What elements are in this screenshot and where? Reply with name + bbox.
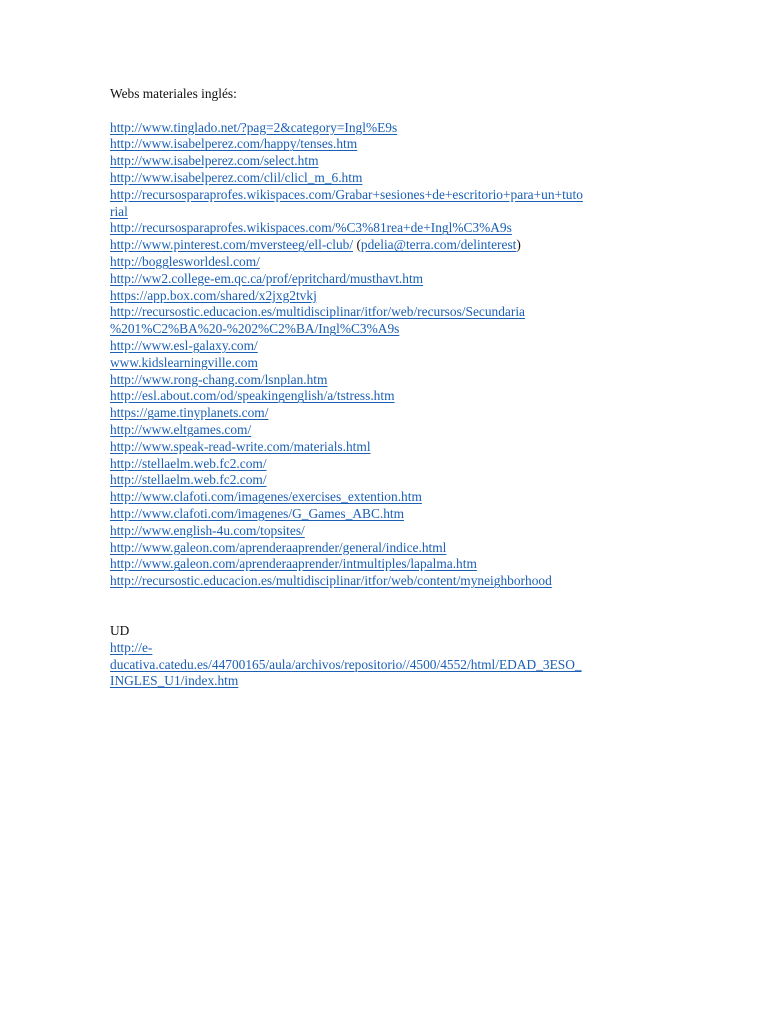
link-line <box>110 388 670 405</box>
link-line <box>110 523 670 540</box>
hyperlink[interactable]: http://www.galeon.com/aprenderaaprender/general/indice.html <box>110 539 447 555</box>
link-line <box>110 187 670 204</box>
link-line <box>110 271 670 288</box>
hyperlink[interactable]: http://recursostic.educacion.es/multidisciplinar/itfor/web/content/myneighborhood <box>110 573 552 589</box>
hyperlink[interactable]: https://game.tinyplanets.com/ <box>110 405 269 421</box>
link-line <box>110 439 670 456</box>
hyperlink[interactable]: pdelia@terra.com/delinterest <box>360 237 517 253</box>
hyperlink[interactable]: http://stellaelm.web.fc2.com/ <box>110 455 267 471</box>
hyperlink[interactable]: http://www.rong-chang.com/lsnplan.htm <box>110 371 328 387</box>
hyperlink[interactable]: http://recursosparaprofes.wikispaces.com/%C3%81rea+de+Ingl%C3%A9s <box>110 220 512 236</box>
link-line <box>110 640 670 657</box>
hyperlink[interactable]: %201%C2%BA%20-%202%C2%BA/Ingl%C3%A9s <box>110 321 400 337</box>
link-line <box>110 288 670 305</box>
hyperlink[interactable]: http://www.tinglado.net/?pag=2&category=Ingl%E9s <box>110 119 398 135</box>
hyperlink[interactable]: https://app.box.com/shared/x2jxg2tvkj <box>110 287 317 303</box>
link-line <box>110 153 670 170</box>
link-line <box>110 372 670 389</box>
link-line <box>110 321 670 338</box>
hyperlink[interactable]: http://e- <box>110 639 153 655</box>
link-line <box>110 120 670 137</box>
hyperlink[interactable]: http://www.speak-read-write.com/materials.html <box>110 438 371 454</box>
hyperlink[interactable]: http://recursostic.educacion.es/multidisciplinar/itfor/web/recursos/Secundaria <box>110 304 525 320</box>
paren-close: ) <box>516 237 521 253</box>
hyperlink[interactable]: http://www.clafoti.com/imagenes/G_Games_ABC.htm <box>110 505 405 521</box>
hyperlink[interactable]: rial <box>110 203 128 219</box>
link-line <box>110 456 670 473</box>
hyperlink[interactable]: http://www.english-4u.com/topsites/ <box>110 522 305 538</box>
hyperlink[interactable]: http://bogglesworldesl.com/ <box>110 253 260 269</box>
link-line <box>110 422 670 439</box>
link-line <box>110 657 670 674</box>
link-line <box>110 220 670 237</box>
section-label: UD <box>110 622 130 638</box>
hyperlink[interactable]: http://www.clafoti.com/imagenes/exercises_extention.htm <box>110 489 422 505</box>
link-line <box>110 204 670 221</box>
hyperlink[interactable]: INGLES_U1/index.htm <box>110 673 239 689</box>
link-line <box>110 304 670 321</box>
hyperlink[interactable]: http://stellaelm.web.fc2.com/ <box>110 472 267 488</box>
link-line <box>110 237 670 254</box>
link-line <box>110 170 670 187</box>
ud-link-block <box>110 640 670 690</box>
link-line <box>110 254 670 271</box>
link-line <box>110 136 670 153</box>
link-line <box>110 556 670 573</box>
hyperlink[interactable]: http://www.pinterest.com/mversteeg/ell-club/ <box>110 237 354 253</box>
link-line <box>110 338 670 355</box>
hyperlink[interactable]: ducativa.catedu.es/44700165/aula/archivos/repositorio//4500/4552/html/EDAD_3ESO_ <box>110 656 582 672</box>
link-line <box>110 405 670 422</box>
hyperlink[interactable]: www.kidslearningville.com <box>110 354 258 370</box>
link-line <box>110 472 670 489</box>
link-list <box>110 120 670 590</box>
hyperlink[interactable]: http://www.isabelperez.com/happy/tenses.htm <box>110 136 358 152</box>
link-line <box>110 355 670 372</box>
hyperlink[interactable]: http://www.isabelperez.com/clil/clicl_m_6.htm <box>110 169 363 185</box>
link-line <box>110 489 670 506</box>
link-line <box>110 540 670 557</box>
hyperlink[interactable]: http://www.isabelperez.com/select.htm <box>110 153 319 169</box>
link-line <box>110 573 670 590</box>
hyperlink[interactable]: http://www.eltgames.com/ <box>110 421 252 437</box>
link-line <box>110 673 670 690</box>
link-line <box>110 506 670 523</box>
hyperlink[interactable]: http://recursosparaprofes.wikispaces.com/Grabar+sesiones+de+escritorio+para+un+tuto <box>110 186 583 202</box>
hyperlink[interactable]: http://esl.about.com/od/speakingenglish/a/tstress.htm <box>110 388 395 404</box>
paren-open: ( <box>356 237 361 253</box>
hyperlink[interactable]: http://www.galeon.com/aprenderaaprender/intmultiples/lapalma.htm <box>110 556 477 572</box>
hyperlink[interactable]: http://ww2.college-em.qc.ca/prof/epritchard/musthavt.htm <box>110 270 424 286</box>
hyperlink[interactable]: http://www.esl-galaxy.com/ <box>110 337 258 353</box>
document-heading: Webs materiales inglés: <box>110 86 237 101</box>
document-body <box>110 86 670 690</box>
